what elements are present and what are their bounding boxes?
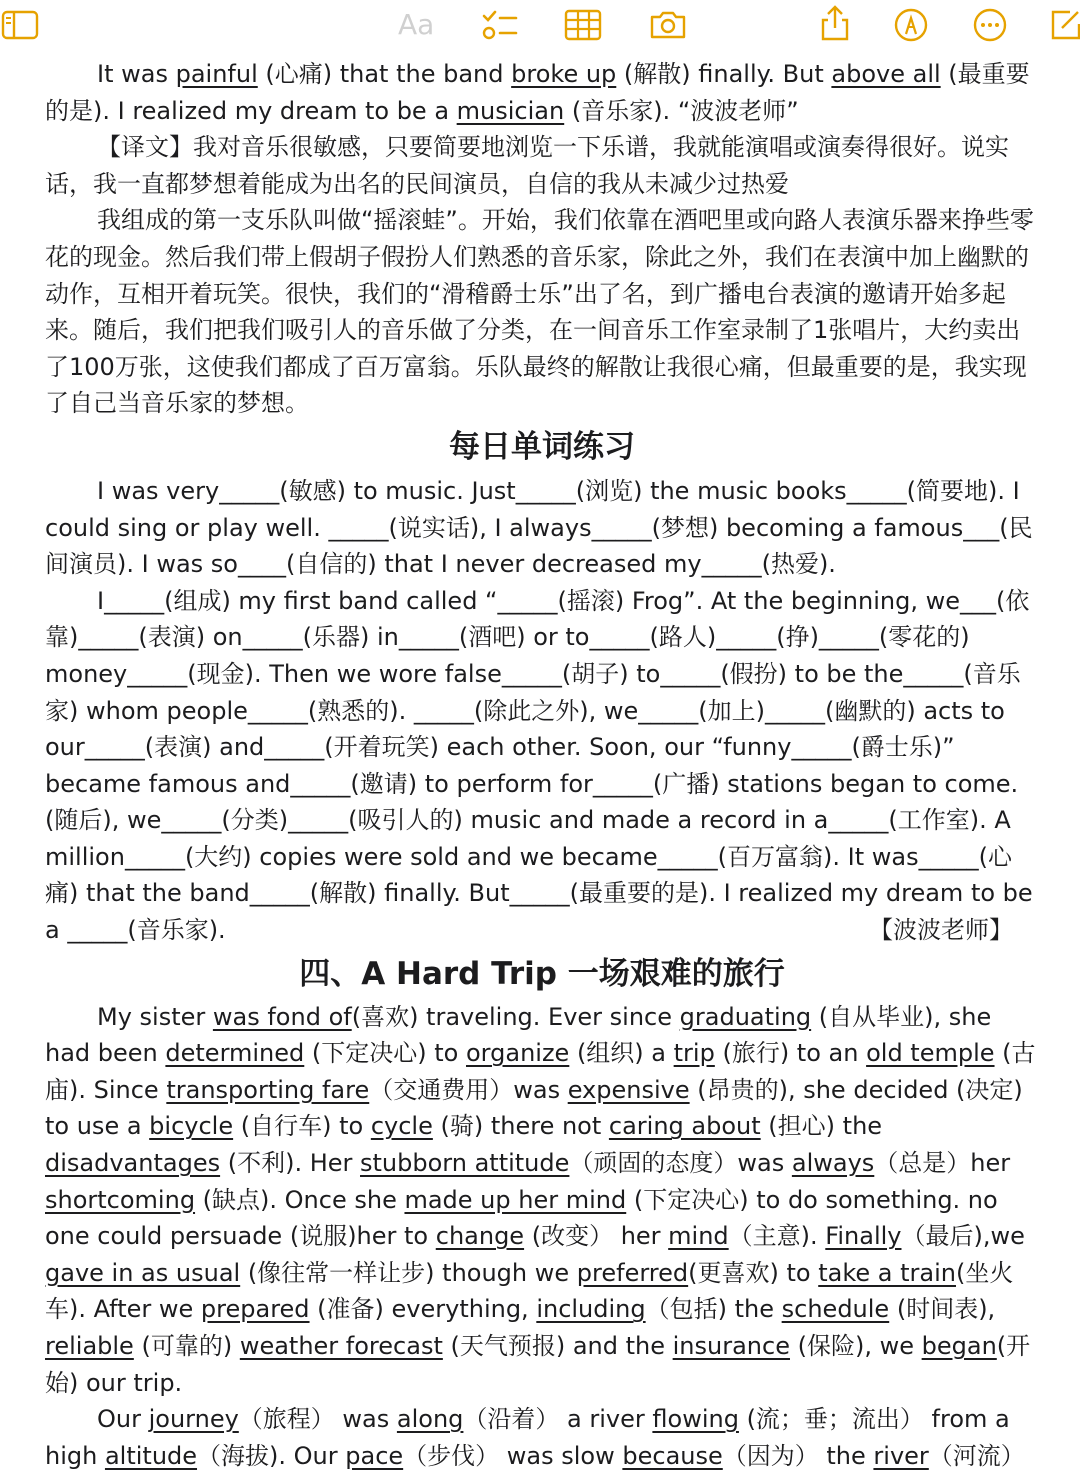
text-run: My sister: [97, 1002, 213, 1031]
text-run: (准备) everything,: [309, 1295, 537, 1324]
vocab-term: take a train: [818, 1258, 956, 1287]
text-run: （交通费用）was: [369, 1075, 568, 1104]
vocab-term: transporting fare: [166, 1075, 370, 1104]
checklist-icon[interactable]: [480, 4, 520, 44]
vocab-term: determined: [165, 1039, 305, 1068]
text-run: (流；垂；流出） from a high: [45, 1405, 1010, 1470]
vocab-term: bicycle: [149, 1112, 234, 1141]
vocab-term: river: [873, 1441, 929, 1470]
vocab-term: insurance: [672, 1332, 790, 1360]
vocab-term: because: [622, 1441, 723, 1470]
vocab-term: Finally: [825, 1222, 902, 1251]
text-run: Our: [97, 1405, 149, 1434]
text-run: （河流）: [928, 1441, 1025, 1470]
text-run: (旅行) to an: [714, 1039, 867, 1068]
vocab-term: organize: [466, 1039, 570, 1068]
text-run: (喜欢) traveling. Ever since: [351, 1002, 680, 1031]
vocab-term: gave in as usual: [45, 1258, 241, 1287]
vocab-term: altitude: [104, 1441, 198, 1470]
text-run: (改变） her: [524, 1222, 669, 1251]
vocab-term: including: [536, 1295, 646, 1324]
vocab-term: cycle: [370, 1112, 433, 1141]
text-run: (时间表),: [889, 1295, 996, 1324]
compose-icon[interactable]: [1050, 4, 1080, 44]
vocab-term: stubborn attitude: [360, 1149, 570, 1178]
sidebar-icon[interactable]: [0, 4, 40, 44]
translation-paragraph-2: 我组成的第一支乐队叫做“摇滚蛙”。开始，我们依靠在酒吧里或向路人表演乐器来挣些零花的现金。然后我们带上假胡子假扮人们熟悉的音乐家，除此之外，我们在表演中加上幽默的动作，互相开着玩笑。很快，我们的“滑稽爵士乐”出了名，到广播电台表演的邀请开始多起来。随后，我们把我们吸引人的音乐做了分类，在一间音乐工作室录制了1张唱片，大约卖出了100万张，这使我们都成了百万富翁。乐队最终的解散让我很心痛，但最重要的是，我实现了自己当音乐家的梦想。: [45, 206, 1034, 418]
vocab-term: made up her mind: [404, 1185, 627, 1214]
text-run: (古庙). Since: [45, 1039, 1036, 1104]
text-run: （主意).: [728, 1222, 826, 1251]
text-run: （海拔). Our: [197, 1441, 346, 1470]
vocab-term: pace: [345, 1441, 404, 1470]
vocab-term: flowing: [652, 1405, 739, 1434]
vocab-term: expensive: [567, 1075, 690, 1104]
text-run: (自从毕业), she had been: [45, 1002, 992, 1068]
text-run: (下定决心) to do something. no one could persuade (说服)her to: [45, 1185, 998, 1251]
text-run: （步伐） was slow: [403, 1441, 623, 1470]
text-run: (昂贵的), she decided (决定) to use a: [45, 1075, 1023, 1141]
vocab-term: reliable: [45, 1332, 134, 1360]
text-run: （因为） the: [722, 1441, 874, 1470]
text-run: (自行车) to: [233, 1112, 371, 1141]
trip-paragraph-2: [45, 1401, 1039, 1474]
text-run: （顽固的态度）was: [569, 1149, 792, 1178]
markup-icon[interactable]: [891, 4, 931, 44]
vocab-term: along: [396, 1405, 464, 1434]
text-run: （最后),we: [901, 1222, 1025, 1251]
section-title: 四、A Hard Trip 一场艰难的旅行: [299, 955, 785, 992]
translation-paragraph-1: 【译文】我对音乐很敏感，只要简要地浏览一下乐谱，我就能演唱或演奏得很好。说实话，我一直都梦想着能成为出名的民间演员，自信的我从未减少过热爱: [45, 133, 1009, 198]
practice-last-line: a _____(音乐家). 【波波老师】: [45, 912, 1039, 949]
text-run: (更喜欢) to: [688, 1258, 819, 1287]
vocab-term: change: [435, 1222, 525, 1251]
signature: 【波波老师】: [869, 916, 1013, 945]
note-toolbar: [0, 0, 1080, 50]
text-run: (下定决心) to: [304, 1039, 466, 1068]
vocab-term: graduating: [679, 1002, 812, 1031]
vocab-term: mind: [668, 1222, 729, 1251]
text-run: (缺点). Once she: [195, 1185, 405, 1214]
text-run: （总是）her: [874, 1149, 1011, 1178]
vocab-term: shortcoming: [45, 1185, 196, 1214]
text-run: (组织) a: [569, 1039, 674, 1068]
table-icon[interactable]: [563, 4, 603, 44]
text-run: (保险), we: [789, 1332, 922, 1360]
text-run: (开始) our trip.: [45, 1332, 1031, 1397]
practice-title: 每日单词练习: [449, 428, 635, 465]
vocab-term: trip: [673, 1039, 715, 1068]
text-run: (担心) the: [760, 1112, 883, 1141]
trip-paragraph-1: [45, 999, 1039, 1402]
text-run: (坐火车). After we: [45, 1258, 1014, 1324]
vocab-term: old temple: [866, 1039, 995, 1068]
text-run: (骑) there not: [432, 1112, 609, 1141]
text-run: (不利). Her: [220, 1149, 361, 1178]
practice-paragraph-2: I_____(组成) my first band called “_____(摇滚) Frog”. At the beginning, we___(依靠)_____(表演) on_____(乐器) in_____(酒吧) or to_____(路人)_____(挣)_____(零花的) money_____(现金). Then we wore false_____(胡子) to_____(假扮) to be the_____(音乐家) whom people_____(熟悉的). _____(除此之外), we_____(加上)_____(幽默的) acts to our_____(表演) and_____(开着玩笑) each other. Soon, our “funny_____(爵士乐)” became famous and_____(邀请) to perform for_____(广播) stations began to come. (随后), we_____(分类)_____(吸引人的) music and made a record in a_____(工作室). A million_____(大约) copies were sold and we became_____(百万富翁). It was_____(心痛) that the band_____(解散) finally. But_____(最重要的是). I realized my dream to be: [45, 586, 1033, 908]
share-icon[interactable]: [815, 4, 855, 44]
vocab-term: weather forecast: [239, 1332, 443, 1360]
format-text-button[interactable]: Aa: [398, 8, 435, 41]
vocab-term: disadvantages: [45, 1149, 221, 1178]
text-run: (天气预报) and the: [442, 1332, 673, 1360]
vocab-term: always: [791, 1149, 875, 1178]
text-run: （包括) the: [645, 1295, 782, 1324]
practice-paragraph-1: I was very_____(敏感) to music. Just_____(浏览) the music books_____(简要地). I could sing or play well. _____(说实话), I always_____(梦想) becoming a famous___(民间演员). I was so____(自信的) that I never decreased my_____(热爱).: [45, 476, 1033, 579]
vocab-term: preferred: [576, 1258, 689, 1287]
vocab-term: prepared: [200, 1295, 310, 1324]
camera-icon[interactable]: [648, 4, 688, 44]
text-run: （沿着） a river: [463, 1405, 653, 1434]
text-run: （旅程） was: [238, 1405, 397, 1434]
text-run: (可靠的): [133, 1332, 240, 1360]
note-body[interactable]: [45, 56, 1039, 1474]
vocab-term: journey: [148, 1405, 239, 1434]
vocab-term: was fond of: [212, 1002, 352, 1031]
more-icon[interactable]: [970, 4, 1010, 44]
reading-english-line: It was painful (心痛) that the band broke up (解散) finally. But above all (最重要的是). I realized my dream to be a musician (音乐家). “波波老师”: [45, 60, 1030, 125]
vocab-term: schedule: [781, 1295, 890, 1324]
vocab-term: began: [921, 1332, 997, 1360]
vocab-term: caring about: [608, 1112, 761, 1141]
text-run: (像往常一样让步) though we: [240, 1258, 577, 1287]
